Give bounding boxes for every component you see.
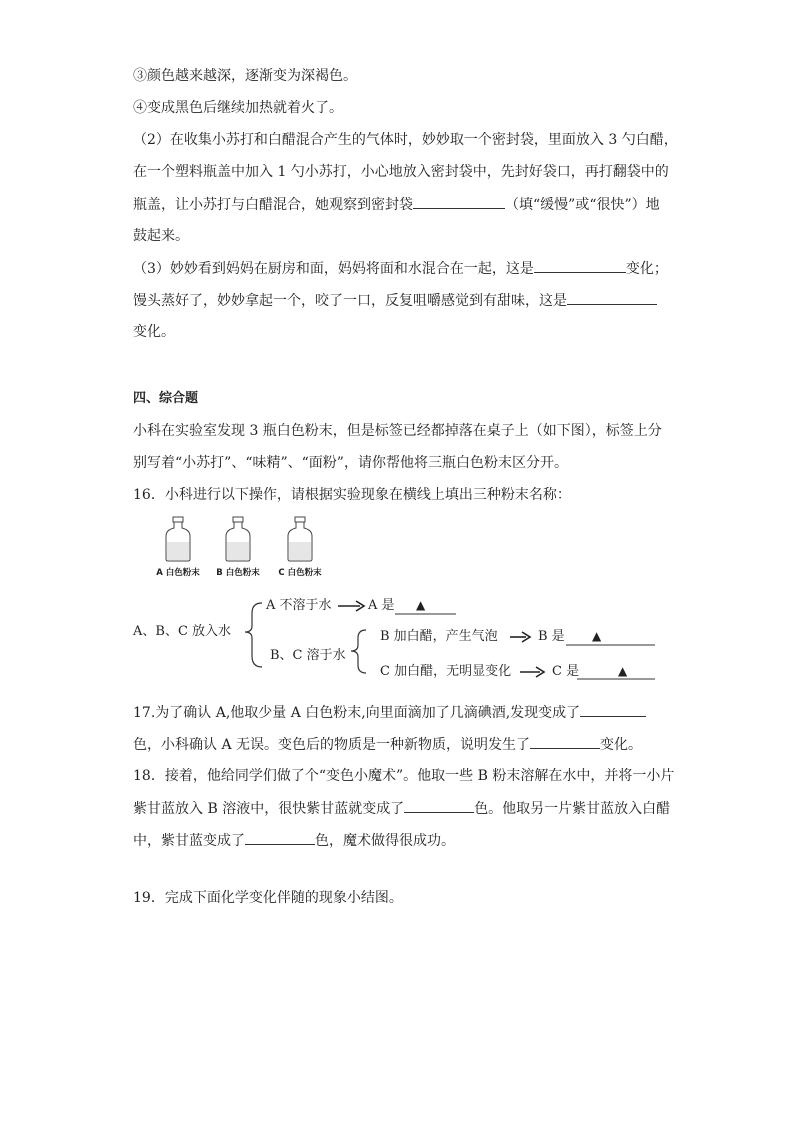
text-line: 小科在实验室发现 3 瓶白色粉末，但是标签已经都掉落在桌子上（如下图），标签上分 <box>133 423 662 439</box>
text-segment: 变化。 <box>600 737 643 753</box>
text-segment: 变化； <box>625 261 668 277</box>
question-17 <box>133 702 646 723</box>
brace-large <box>245 603 262 667</box>
text-segment: （3）妙妙看到妈妈在厨房和面，妈妈将面和水混合在一起，这是 <box>133 261 534 277</box>
text-line: ③颜色越来越深，逐渐变为深褐色。 <box>133 68 357 84</box>
text-line: 鼓起来。 <box>133 228 189 244</box>
text-line <box>133 830 455 851</box>
bottle-c <box>278 516 322 578</box>
flow-b-result: B 是 <box>538 629 565 644</box>
flow-a-result: A 是 <box>368 598 395 613</box>
flow-b-branch: B 加白醋，产生气泡 <box>380 629 498 644</box>
bottle-label: C 白色粉末 <box>278 568 322 578</box>
answer-marker-icon[interactable]: ▲ <box>592 629 602 643</box>
flow-a-branch: A 不溶于水 <box>266 598 332 613</box>
question-19: 19．完成下面化学变化伴随的现象小结图。 <box>133 890 403 906</box>
text-line: 别写着“小苏打”、“味精”、“面粉”，请你帮他将三瓶白色粉末区分开。 <box>133 455 568 471</box>
answer-marker-icon[interactable]: ▲ <box>618 664 628 678</box>
flow-bc-branch: B、C 溶于水 <box>270 648 346 663</box>
answer-blank[interactable] <box>567 290 657 305</box>
text-line: （2）在收集小苏打和白醋混合产生的气体时，妙妙取一个密封袋，里面放入 3 勺白醋， <box>133 132 678 148</box>
answer-blank[interactable] <box>245 830 315 845</box>
text-segment: 瓶盖，让小苏打与白醋混合，她观察到密封袋 <box>133 197 413 213</box>
text-line <box>133 734 642 755</box>
text-line <box>133 798 670 819</box>
text-line <box>133 290 657 311</box>
bottle-label: B 白色粉末 <box>216 568 260 578</box>
bottle-icon <box>223 516 253 562</box>
answer-blank[interactable] <box>530 734 600 749</box>
text-line <box>133 194 660 215</box>
answer-blank[interactable] <box>580 702 646 717</box>
bottle-icon <box>163 516 193 562</box>
text-line <box>133 258 668 279</box>
bottles-figure <box>140 516 340 582</box>
answer-marker-icon[interactable]: ▲ <box>416 598 426 612</box>
bottle-icon <box>285 516 315 562</box>
text-segment: 色，小科确认 A 无误。变色后的物质是一种新物质，说明发生了 <box>133 737 531 753</box>
answer-blank[interactable] <box>404 798 474 813</box>
flow-c-result: C 是 <box>552 664 580 679</box>
bottle-label: A 白色粉末 <box>156 568 200 578</box>
question-16: 16．小科进行以下操作，请根据实验现象在横线上填出三种粉末名称： <box>133 487 571 503</box>
text-segment: 紫甘蓝放入 B 溶液中，很快紫甘蓝就变成了 <box>133 801 405 817</box>
answer-blank[interactable] <box>413 194 505 209</box>
text-segment: 17.为了确认 A,他取少量 A 白色粉末,向里面滴加了几滴碘酒,发现变成了 <box>133 705 581 721</box>
text-segment: 色。他取另一片紫甘蓝放入白醋 <box>474 801 671 817</box>
text-line: 变化。 <box>133 324 175 340</box>
text-segment: 中，紫甘蓝变成了 <box>133 833 245 849</box>
section-heading: 四、综合题 <box>133 391 199 406</box>
brace-small <box>351 630 366 673</box>
bottle-a <box>156 516 200 578</box>
text-line: 在一个塑料瓶盖中加入 1 勺小苏打，小心地放入密封袋中，先封好袋口，再打翻袋中的 <box>133 164 669 180</box>
question-18: 18．接着，他给同学们做了个“变色小魔术”。他取一些 B 粉末溶解在水中，并将一小片 <box>133 768 675 784</box>
bottle-b <box>216 516 260 578</box>
flow-root: A、B、C 放入水 <box>133 624 232 639</box>
text-segment: （填“缓慢”或“很快”）地 <box>505 197 660 213</box>
text-line: ④变成黑色后继续加热就着火了。 <box>133 100 343 116</box>
text-segment: 色，魔术做得很成功。 <box>315 833 455 849</box>
answer-blank[interactable] <box>534 258 626 273</box>
text-segment: 馒头蒸好了，妙妙拿起一个，咬了一口，反复咀嚼感觉到有甜味，这是 <box>133 293 567 309</box>
flow-c-branch: C 加白醋，无明显变化 <box>380 664 512 679</box>
